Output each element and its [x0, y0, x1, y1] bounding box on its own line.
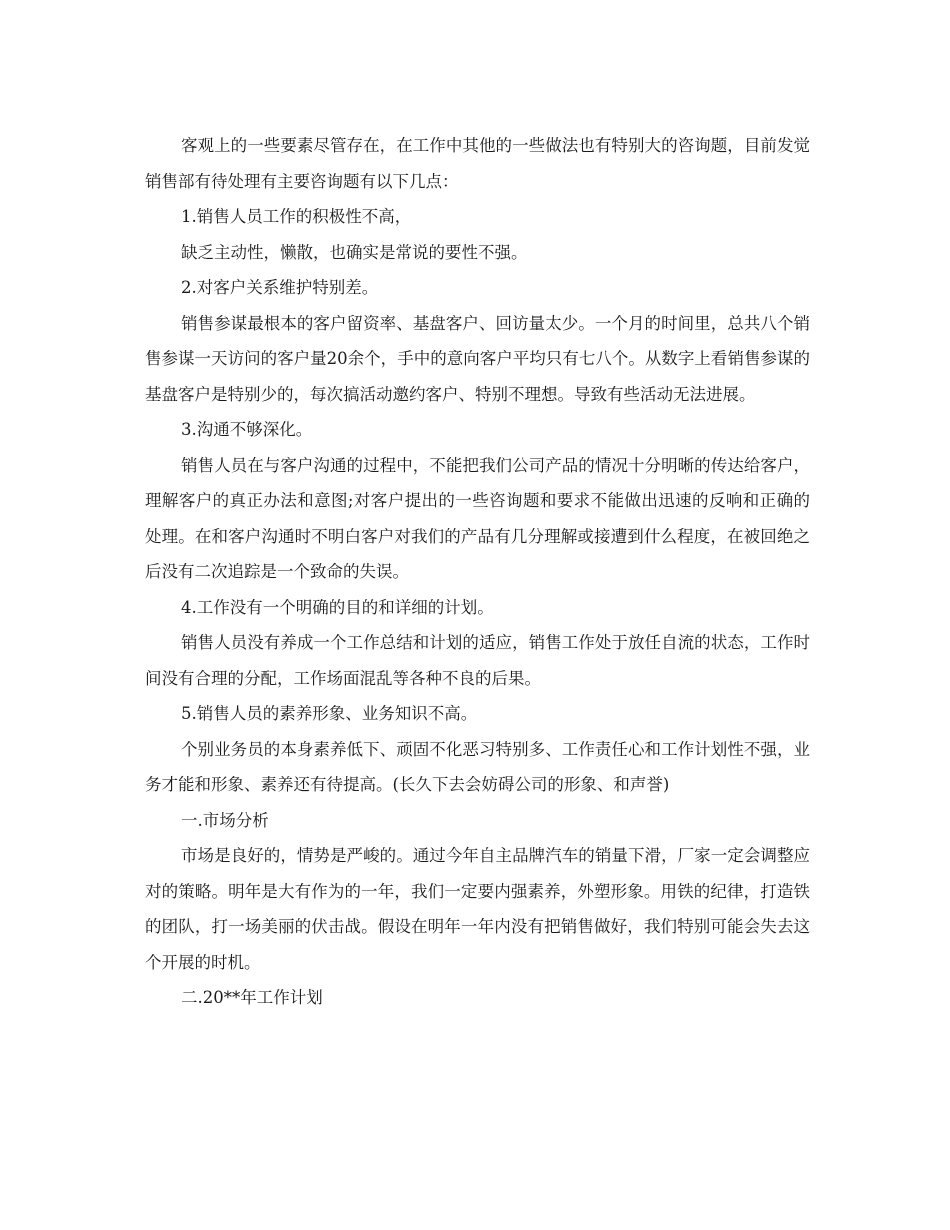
list-heading-1: 1.销售人员工作的积极性不高， — [181, 207, 412, 226]
list-heading-3: 3.沟通不够深化。 — [181, 420, 313, 439]
section-heading-work-plan: 二.20**年工作计划 — [181, 988, 323, 1007]
paragraph-market-analysis: 市场是良好的，情势是严峻的。通过今年自主品牌汽车的销量下滑，厂家一定会调整应对的策略。明年是大有作为的一年，我们一定要内强素养，外塑形象。用铁的纪律，打造铁的团队，打一场美丽的伏击战。假设在明年一年内没有把销售做好，我们特别可能会失去这个开展的时机。 — [145, 846, 810, 972]
list-heading-4: 4.工作没有一个明确的目的和详细的计划。 — [181, 597, 494, 617]
paragraph-4: 销售人员没有养成一个工作总结和计划的适应，销售工作处于放任自流的状态，工作时间没有合理的分配，工作场面混乱等各种不良的后果。 — [145, 633, 810, 688]
document-body — [145, 128, 810, 1016]
paragraph-2: 销售参谋最根本的客户留资率、基盘客户、回访量太少。一个月的时间里，总共八个销售参谋一天访问的客户量20余个，手中的意向客户平均只有七八个。从数字上看销售参谋的基盘客户是特别少的，每次搞活动邀约客户、特别不理想。导致有些活动无法进展。 — [145, 313, 810, 404]
list-heading-5: 5.销售人员的素养形象、业务知识不高。 — [181, 704, 478, 723]
section-heading-market-analysis: 一.市场分析 — [181, 810, 269, 830]
paragraph-intro: 客观上的一些要素尽管存在，在工作中其他的一些做法也有特别大的咨询题，目前发觉销售部有待处理有主要咨询题有以下几点： — [145, 136, 810, 191]
paragraph-3: 销售人员在与客户沟通的过程中，不能把我们公司产品的情况十分明晰的传达给客户，理解客户的真正办法和意图;对客户提出的一些咨询题和要求不能做出迅速的反响和正确的处理。在和客户沟通时不明白客户对我们的产品有几分理解或接遭到什么程度，在被回绝之后没有二次追踪是一个致命的失误。 — [145, 455, 810, 581]
paragraph-1: 缺乏主动性，懒散，也确实是常说的要性不强。 — [181, 242, 528, 262]
paragraph-5: 个别业务员的本身素养低下、顽固不化恶习特别多、工作责任心和工作计划性不强，业务才能和形象、素养还有待提高。(长久下去会妨碍公司的形象、和声誉) — [145, 739, 810, 794]
list-heading-2: 2.对客户关系维护特别差。 — [181, 278, 379, 297]
